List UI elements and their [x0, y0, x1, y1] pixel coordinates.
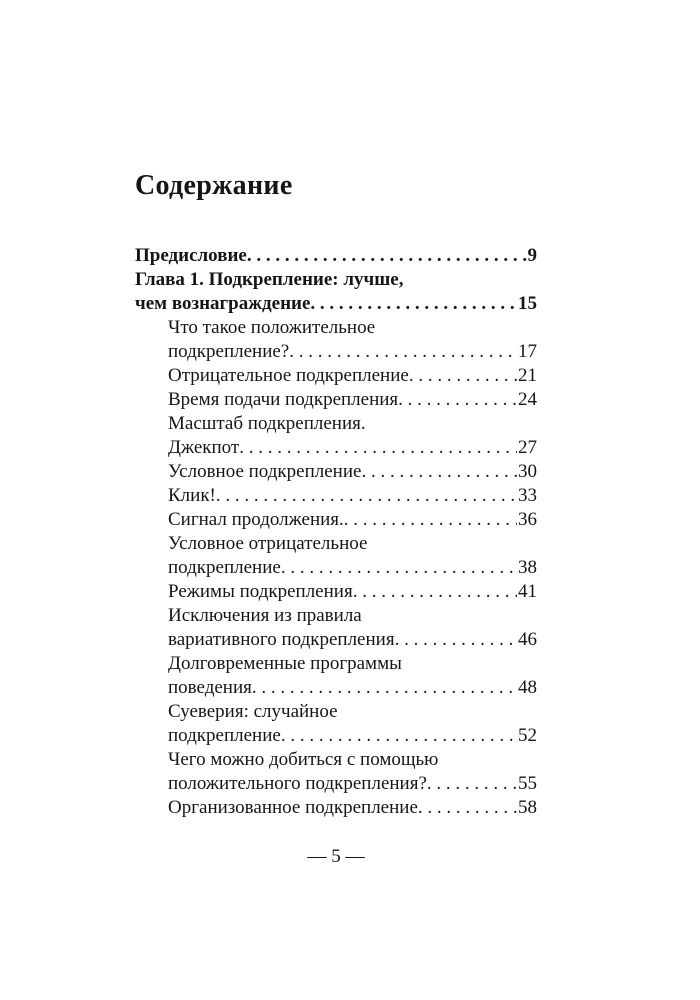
toc-entry-page: 55 — [518, 773, 537, 794]
toc-entry — [168, 412, 537, 460]
toc-entry — [168, 748, 537, 796]
dot-leader — [281, 556, 517, 580]
toc-entry-label: Масштаб подкрепления. — [168, 413, 366, 434]
dot-leader — [353, 580, 517, 604]
toc-entry-line — [168, 628, 537, 652]
dot-leader — [395, 628, 517, 652]
toc-entry-line — [168, 508, 537, 532]
toc-entry — [168, 316, 537, 364]
toc-entry — [135, 244, 537, 268]
toc-entry — [168, 796, 537, 820]
toc-entry-label: Условное подкрепление — [168, 461, 362, 482]
toc-entry-line — [168, 604, 537, 628]
toc-entry-label: Суеверия: случайное — [168, 701, 338, 722]
dot-leader — [239, 436, 517, 460]
toc-entry-line — [168, 652, 537, 676]
toc-entry-line — [168, 388, 537, 412]
toc-entry-label: Отрицательное подкрепление — [168, 365, 409, 386]
toc-entry-page: 30 — [518, 461, 537, 482]
toc-entry-label: Джекпот — [168, 437, 240, 458]
dot-leader — [427, 772, 517, 796]
toc-entry-line — [168, 316, 537, 340]
page-content — [135, 170, 537, 868]
dot-leader — [216, 484, 517, 508]
toc-entry-label: Чего можно добиться с помощью — [168, 749, 439, 770]
toc-entry — [168, 364, 537, 388]
toc-entry-label: подкрепление — [168, 557, 281, 578]
dot-leader — [418, 796, 517, 820]
toc-entry-label: Долговременные программы — [168, 653, 402, 674]
toc-entry — [168, 460, 537, 484]
toc-entry-label: Исключения из правила — [168, 605, 362, 626]
toc-entry-label: положительного подкрепления? — [168, 773, 427, 794]
toc-entry-page: 41 — [518, 581, 537, 602]
page-title: Содержание — [135, 170, 293, 201]
toc-entry-label: вариативного подкрепления — [168, 629, 395, 650]
toc-entry-label: Что такое положительное — [168, 317, 376, 338]
toc-entry-line — [168, 364, 537, 388]
toc-entry-label: Режимы подкрепления — [168, 581, 353, 602]
toc-entry-line — [168, 796, 537, 820]
toc-entry-label: Клик! — [168, 485, 216, 506]
toc-entry — [168, 652, 537, 700]
toc-entry-label: Предисловие — [135, 245, 247, 266]
toc-entry — [168, 700, 537, 748]
toc-entry-label: Глава 1. Подкрепление: лучше, — [135, 269, 404, 290]
toc-entry-label: подкрепление? — [168, 341, 290, 362]
toc-entry-label: подкрепление — [168, 725, 281, 746]
toc-entry — [168, 388, 537, 412]
dot-leader — [409, 364, 517, 388]
toc-entry-page: 36 — [518, 509, 537, 530]
toc-entry-line — [135, 244, 537, 268]
toc-entry-label: Время подачи подкрепления — [168, 389, 399, 410]
dot-leader — [281, 724, 517, 748]
toc-entry-page: 52 — [518, 725, 537, 746]
toc-entry-line — [168, 484, 537, 508]
page-number: — 5 — — [307, 846, 365, 867]
toc-entry-page: 24 — [518, 389, 537, 410]
toc-entry-line — [168, 532, 537, 556]
toc-entry-line — [168, 556, 537, 580]
toc-entry — [135, 268, 537, 316]
toc-entry-line — [135, 268, 537, 292]
toc-entry-page: 27 — [518, 437, 537, 458]
dot-leader — [289, 340, 517, 364]
toc-entry-label: чем вознаграждение — [135, 293, 311, 314]
toc-entry-line — [168, 460, 537, 484]
toc-entry — [168, 580, 537, 604]
toc-entry — [168, 604, 537, 652]
toc-entry-line — [168, 748, 537, 772]
dot-leader — [344, 508, 517, 532]
toc-entry-page: 15 — [518, 293, 537, 314]
toc-entry-page: 48 — [518, 677, 537, 698]
toc-entry-line — [168, 580, 537, 604]
dot-leader — [252, 676, 517, 700]
toc-entry-line — [168, 340, 537, 364]
toc-entry-line — [168, 724, 537, 748]
toc-entry-label: Сигнал продолжения. — [168, 509, 344, 530]
toc-entry-label: Условное отрицательное — [168, 533, 368, 554]
toc-entry-line — [168, 436, 537, 460]
toc-entry — [168, 484, 537, 508]
toc-entry-page: 33 — [518, 485, 537, 506]
toc-entry-label: поведения — [168, 677, 252, 698]
toc-entry-line — [168, 700, 537, 724]
toc-entry — [168, 508, 537, 532]
toc-entry-page: 46 — [518, 629, 537, 650]
toc-entry-page: 38 — [518, 557, 537, 578]
toc-entry-line — [168, 676, 537, 700]
dot-leader — [361, 460, 517, 484]
dot-leader — [310, 292, 517, 316]
toc-entry-line — [168, 412, 537, 436]
toc-entry-line — [168, 772, 537, 796]
toc-entry-page: 17 — [518, 341, 537, 362]
toc-entry-line — [135, 292, 537, 316]
dot-leader — [398, 388, 517, 412]
toc-entry — [168, 532, 537, 580]
toc-entry-page: 58 — [518, 797, 537, 818]
dot-leader — [247, 244, 527, 268]
toc-entry-page: 21 — [518, 365, 537, 386]
toc-entry-page: 9 — [527, 245, 537, 266]
toc-entry-label: Организованное подкрепление — [168, 797, 418, 818]
toc-list — [135, 244, 537, 820]
